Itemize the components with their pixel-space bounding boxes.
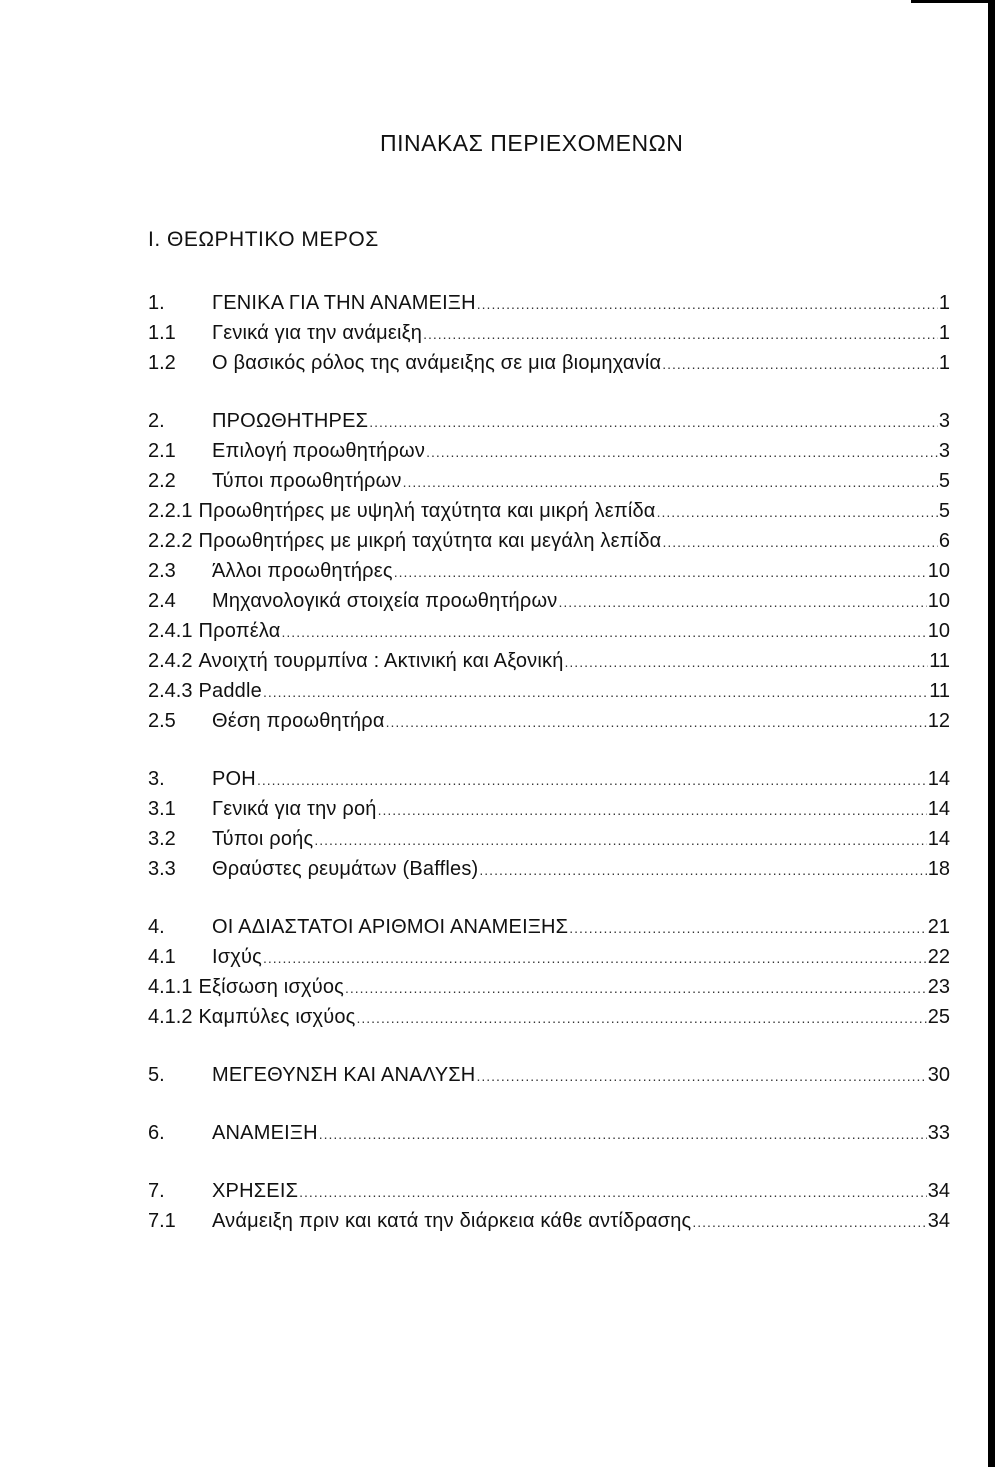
dot-leader [345,973,927,1003]
toc-entry-number: 4.1.2 [148,1006,193,1028]
toc-entry-page: 34 [927,1180,950,1202]
toc-entry-number: 6. [148,1122,165,1144]
toc-entry-number: 3.3 [148,858,176,880]
toc-entry [148,942,950,972]
toc-entry-page: 3 [938,410,950,432]
dot-leader [662,349,938,379]
toc-entry-title: ΜΕΓΕΘΥΝΣΗ ΚΑΙ ΑΝΑΛΥΣΗ [212,1064,476,1086]
toc-entry-number: 2. [148,410,165,432]
toc-entry-number: 7. [148,1180,165,1202]
toc-entry-page: 25 [927,1006,950,1028]
dot-leader [657,497,938,527]
toc-entry [148,1118,950,1148]
toc-entry-number: 2.4.1 [148,620,193,642]
dot-leader [263,943,927,973]
toc-entry-title: Θέση προωθητήρα [212,710,385,732]
toc-entry-number: 4. [148,916,165,938]
toc-entry [148,348,950,378]
toc-entry-title: ΓΕΝΙΚΑ ΓΙΑ ΤΗΝ ΑΝΑΜΕΙΞΗ [212,292,476,314]
toc-entry-page: 1 [938,352,950,374]
table-of-contents [148,288,950,1264]
toc-entry-page: 10 [927,620,950,642]
dot-leader [263,677,928,707]
toc-section [148,1118,950,1148]
toc-entry-title: Προωθητήρες με υψηλή ταχύτητα και μικρή λεπίδα [198,500,656,522]
toc-entry [148,1176,950,1206]
dot-leader [257,765,927,795]
toc-entry-page: 1 [938,322,950,344]
toc-entry-title: Προωθητήρες με μικρή ταχύτητα και μεγάλη λεπίδα [198,530,662,552]
toc-entry-number: 2.2 [148,470,176,492]
dot-leader [357,1003,927,1033]
toc-entry [148,288,950,318]
toc-entry-title: Γενικά για την ροή [212,798,377,820]
toc-entry-page: 30 [927,1064,950,1086]
dot-leader [386,707,927,737]
toc-entry [148,1060,950,1090]
toc-entry [148,1002,950,1032]
dot-leader [692,1207,926,1237]
toc-entry-number: 2.4.2 [148,650,193,672]
dot-leader [378,795,927,825]
toc-entry-number: 3.1 [148,798,176,820]
toc-section [148,1060,950,1090]
dot-leader [569,913,927,943]
toc-entry-title: Εξίσωση ισχύος [198,976,344,998]
toc-entry [148,824,950,854]
toc-entry [148,556,950,586]
toc-entry [148,676,950,706]
dot-leader [282,617,927,647]
dot-leader [423,319,938,349]
toc-entry-number: 3.2 [148,828,176,850]
toc-entry [148,1206,950,1236]
toc-entry-title: ΠΡΟΩΘΗΤΗΡΕΣ [212,410,369,432]
toc-entry-number: 2.1 [148,440,176,462]
toc-entry [148,318,950,348]
toc-entry-number: 7.1 [148,1210,176,1232]
toc-entry [148,794,950,824]
toc-entry-page: 34 [927,1210,950,1232]
scan-mark [911,0,991,3]
dot-leader [314,825,926,855]
toc-entry-page: 10 [927,590,950,612]
toc-entry-page: 6 [938,530,950,552]
toc-entry-page: 14 [927,768,950,790]
toc-section [148,912,950,1032]
dot-leader [479,855,926,885]
toc-section [148,1176,950,1236]
toc-entry [148,764,950,794]
dot-leader [476,1061,926,1091]
toc-entry [148,912,950,942]
dot-leader [662,527,937,557]
toc-entry-title: Τύποι ροής [212,828,314,850]
toc-entry-page: 33 [927,1122,950,1144]
toc-section [148,406,950,736]
toc-entry-page: 10 [927,560,950,582]
toc-entry-number: 1.2 [148,352,176,374]
toc-entry-title: Προπέλα [198,620,281,642]
toc-entry-title: Τύποι προωθητήρων [212,470,402,492]
toc-entry-page: 21 [927,916,950,938]
toc-entry-page: 3 [938,440,950,462]
toc-entry-page: 18 [927,858,950,880]
scan-border [988,0,995,1467]
toc-entry [148,854,950,884]
dot-leader [319,1119,927,1149]
dot-leader [558,587,926,617]
toc-entry-page: 11 [929,680,950,702]
toc-entry-title: ΟΙ ΑΔΙΑΣΤΑΤΟΙ ΑΡΙΘΜΟΙ ΑΝΑΜΕΙΞΗΣ [212,916,569,938]
toc-entry-number: 3. [148,768,165,790]
toc-entry [148,406,950,436]
toc-section [148,288,950,378]
toc-entry-title: Paddle [198,680,262,702]
toc-entry-title: Ανοιχτή τουρμπίνα : Ακτινική και Αξονική [198,650,564,672]
toc-entry [148,436,950,466]
toc-entry-title: Θραύστες ρευμάτων (Baffles) [212,858,479,880]
toc-entry [148,616,950,646]
toc-entry-page: 5 [938,470,950,492]
toc-entry-number: 2.4.3 [148,680,193,702]
toc-entry-number: 2.2.2 [148,530,193,552]
toc-entry-page: 11 [929,650,950,672]
dot-leader [394,557,927,587]
toc-entry-number: 2.3 [148,560,176,582]
toc-entry-title: Άλλοι προωθητήρες [212,560,393,582]
toc-entry-title: ΡΟΗ [212,768,256,790]
toc-entry [148,496,950,526]
toc-entry-number: 2.2.1 [148,500,193,522]
toc-entry-number: 5. [148,1064,165,1086]
toc-entry-title: ΧΡΗΣΕΙΣ [212,1180,299,1202]
toc-entry-number: 2.5 [148,710,176,732]
part-heading: Ι. ΘΕΩΡΗΤΙΚΟ ΜΕΡΟΣ [148,228,379,251]
toc-entry-page: 5 [938,500,950,522]
toc-entry-title: Καμπύλες ισχύος [198,1006,356,1028]
dot-leader [426,437,938,467]
toc-entry [148,586,950,616]
toc-entry-number: 1. [148,292,165,314]
toc-entry-number: 4.1 [148,946,176,968]
toc-entry-title: Ανάμειξη πριν και κατά την διάρκεια κάθε αντίδρασης [212,1210,692,1232]
toc-entry [148,706,950,736]
dot-leader [369,407,938,437]
toc-entry-page: 1 [938,292,950,314]
dot-leader [299,1177,927,1207]
toc-entry [148,466,950,496]
toc-entry-page: 22 [927,946,950,968]
toc-entry-page: 14 [927,828,950,850]
toc-entry-page: 12 [927,710,950,732]
toc-entry-number: 4.1.1 [148,976,193,998]
toc-entry-title: Ο βασικός ρόλος της ανάμειξης σε μια βιομηχανία [212,352,662,374]
dot-leader [403,467,938,497]
toc-entry-title: Γενικά για την ανάμειξη [212,322,423,344]
toc-entry-title: ΑΝΑΜΕΙΞΗ [212,1122,318,1144]
toc-entry-title: Επιλογή προωθητήρων [212,440,426,462]
toc-entry-page: 14 [927,798,950,820]
toc-section [148,764,950,884]
toc-entry [148,646,950,676]
toc-entry-number: 1.1 [148,322,176,344]
dot-leader [477,289,938,319]
dot-leader [565,647,929,677]
toc-entry-page: 23 [927,976,950,998]
page-title: ΠΙΝΑΚΑΣ ΠΕΡΙΕΧΟΜΕΝΩΝ [380,130,684,156]
toc-entry-title: Μηχανολογικά στοιχεία προωθητήρων [212,590,558,612]
toc-entry-number: 2.4 [148,590,176,612]
toc-entry [148,972,950,1002]
toc-entry-title: Ισχύς [212,946,262,968]
toc-entry [148,526,950,556]
